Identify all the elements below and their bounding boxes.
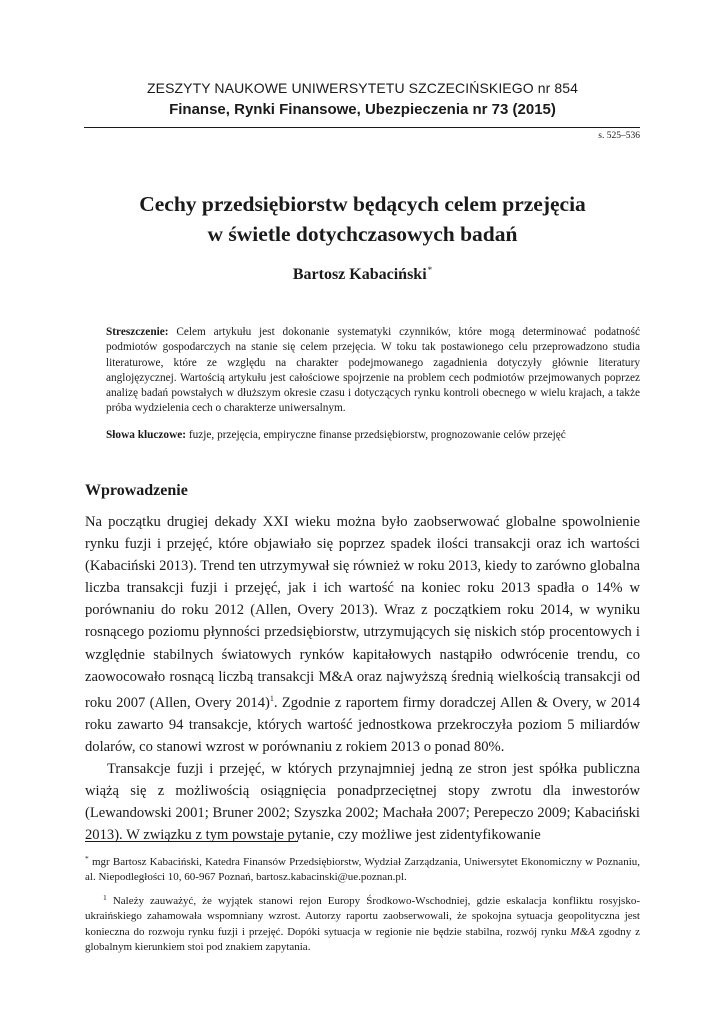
keywords-text: fuzje, przejęcia, empiryczne finanse przedsiębiorstw, prognozowanie celów przejęć — [188, 429, 566, 441]
article-title — [0, 189, 725, 249]
abstract-text: Celem artykułu jest dokonanie systematyki czynników, które mogą determinować podatność podmiotów gospodarczych na stanie się celem przejęcia. W toku tak postawionego celu przeprowadzono studia literaturowe, które ze względu na charakter podejmowanego zagadnienia dotyczyły głównie literatury anglojęzycznej. Wartością artykułu jest całościowe spojrzenie na problem cech podmiotów przejmowanych poprzez analizę badań powstałych w dłuższym okresie czasu i dotyczących rynku kontroli obecnego w wielu krajach, a także próba wydzielenia cech o charakterze uniwersalnym. — [106, 326, 641, 415]
footnotes — [85, 851, 640, 959]
footnote-1-italic: M&A — [570, 925, 595, 938]
paragraph-1-part-b: . Zgodnie z raportem firmy doradczej Allen & Overy, w 2014 roku zawarto 94 transakcje, których wartość jednostkowa przekroczyła poziom 5 miliardów dolarów, co stanowi wzrost w porównaniu z rokiem 2013 o ponad 80%. — [85, 694, 641, 755]
page-range: s. 525–536 — [598, 131, 640, 141]
footnote-1-mark: 1 — [103, 892, 107, 902]
paragraph-2: Transakcje fuzji i przejęć, w których przynajmniej jedną ze stron jest spółka publiczna wiążą się z możliwością osiągnięcia ponadprzeciętnej stopy zwrotu dla inwestorów (Lewandowski 2001; Bruner 2002; Szyszka 2002; Machała 2007; Perepeczo 2009; Kabaciński 2013). W związku z tym powstaje pytanie, czy możliwe jest zidentyfikowanie — [85, 761, 640, 844]
author-footnote-mark: * — [427, 265, 433, 275]
paragraph-1 — [85, 511, 640, 758]
abstract — [106, 325, 640, 417]
author-name — [0, 265, 725, 284]
header-rule — [84, 127, 640, 128]
journal-series: ZESZYTY NAUKOWE UNIWERSYTETU SZCZECIŃSKIEGO nr 854 — [146, 80, 579, 96]
title-line-2: w świetle dotychczasowych badań — [207, 222, 518, 246]
footnote-ref-1: 1 — [269, 693, 274, 703]
footnote-author-mark: * — [85, 854, 89, 863]
author-text: Bartosz Kabaciński — [292, 266, 427, 283]
footnote-author-text: mgr Bartosz Kabaciński, Katedra Finansów Przedsiębiorstw, Wydział Zarządzania, Uniwersytet Ekonomiczny w Poznaniu, al. Niepodległości 10, 60-967 Poznań, bartosz.kabacinski@ue.poznan.pl. — [85, 856, 640, 884]
footnote-author — [85, 851, 640, 886]
footnote-1 — [85, 890, 640, 956]
footnote-rule — [85, 841, 298, 842]
abstract-label: Streszczenie: — [106, 326, 169, 338]
keywords-label: Słowa kluczowe: — [106, 429, 187, 441]
title-line-1: Cechy przedsiębiorstw będących celem przejęcia — [139, 192, 586, 216]
paragraph-1-part-a: Na początku drugiej dekady XXI wieku można było zaobserwować globalne spowolnienie rynku fuzji i przejęć, które objawiało się poprzez spadek ilości transakcji oraz ich wartości (Kabaciński 2013). Trend ten utrzymywał się również w roku 2013, kiedy to zarówno globalna liczba transakcji fuzji i przejęć, jak i ich wartość na koniec roku 2013 spadła o 14% w porównaniu do roku 2012 (Allen, Overy 2013). Wraz z początkiem roku 2014, w wyniku rosnącego poziomu płynności przedsiębiorstw, utrzymujących się niskich stóp procentowych i względnie stabilnych światowych rynków kapitałowych nastąpiło odwrócenie trendu, co zaowocowało rosnącą liczbą transakcji M&A oraz najwyższą średnią wielkością transakcji od roku 2007 (Allen, Overy 2014) — [85, 514, 640, 711]
keywords — [106, 428, 640, 443]
section-heading: Wprowadzenie — [85, 482, 188, 499]
footnote-1-text-a: Należy zauważyć, że wyjątek stanowi rejon Europy Środkowo-Wschodniej, gdzie eskalacja konfliktu rosyjsko-ukraińskiego zahamowała wspomniany wzrost. Autorzy raportu zaobserwowali, że spokojna sytuacja geopolityczna jest konieczna do rozwoju rynku fuzji i przejęć. Dopóki sytuacja w regionie nie będzie stabilna, rozwój rynku — [85, 894, 641, 938]
body-text — [85, 511, 640, 846]
footnote-1-text-b: zgodny z globalnym kierunkiem stoi pod znakiem zapytania. — [85, 925, 641, 954]
journal-issue: Finanse, Rynki Finansowe, Ubezpieczenia nr 73 (2015) — [169, 101, 556, 118]
